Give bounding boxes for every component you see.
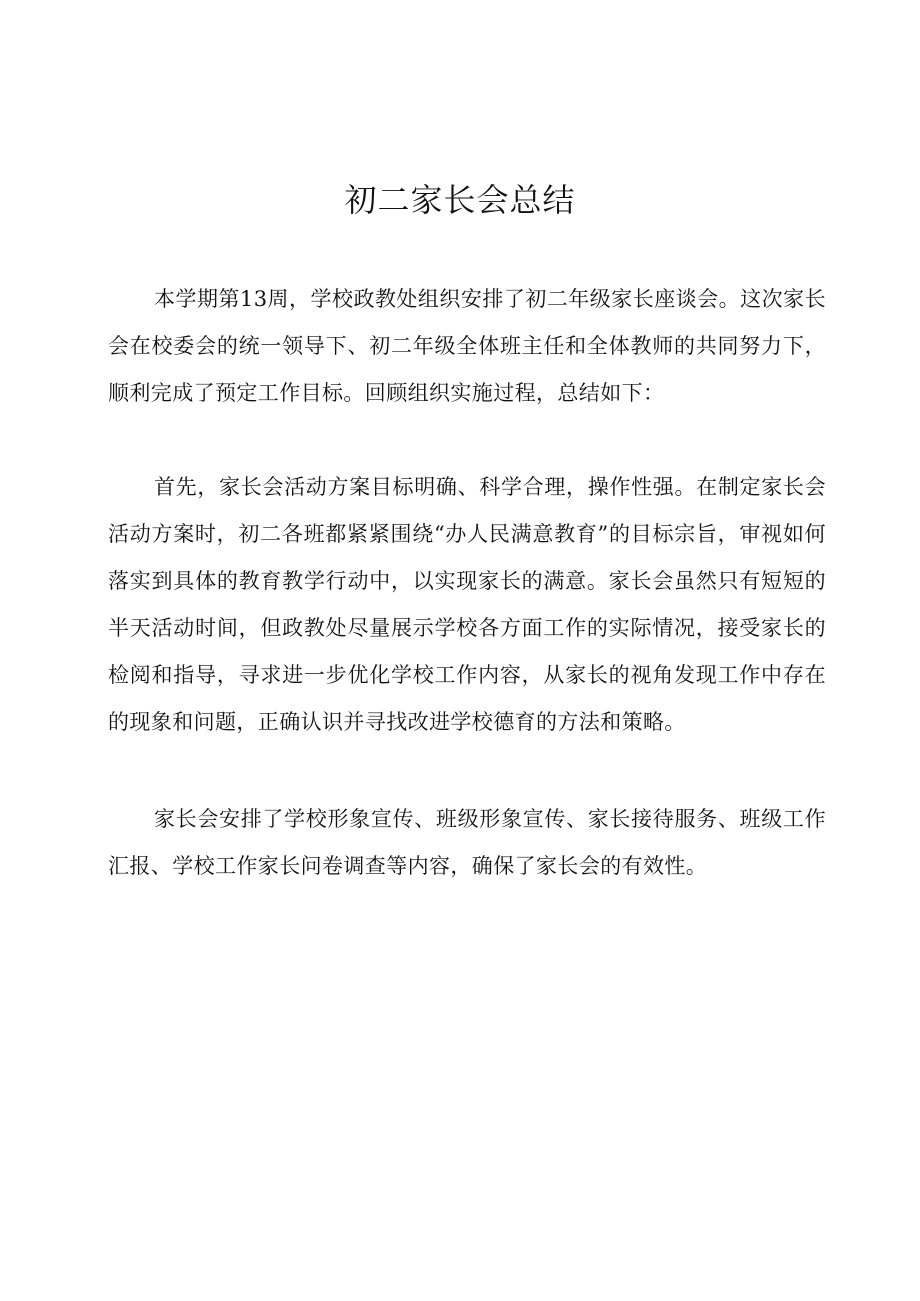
paragraph-intro: 本学期第13周，学校政教处组织安排了初二年级家长座谈会。这次家长会在校委会的统一领导下、初二年级全体班主任和全体教师的共同努力下，顺利完成了预定工作目标。回顾组织实施过程，总结如下： (108, 287, 826, 405)
paragraph-plan: 首先，家长会活动方案目标明确、科学合理，操作性强。在制定家长会活动方案时，初二各班都紧紧围绕“办人民满意教育”的目标宗旨，审视如何落实到具体的教育教学行动中，以实现家长的满意。家长会虽然只有短短的半天活动时间，但政教处尽量展示学校各方面工作的实际情况，接受家长的检阅和指导，寻求进一步优化学校工作内容，从家长的视角发现工作中存在的现象和问题，正确认识并寻找改进学校德育的方法和策略。 (108, 475, 826, 734)
paragraph-arrangement: 家长会安排了学校形象宣传、班级形象宣传、家长接待服务、班级工作汇报、学校工作家长问卷调查等内容，确保了家长会的有效性。 (108, 807, 826, 878)
page-title: 初二家长会总结 (344, 181, 576, 219)
